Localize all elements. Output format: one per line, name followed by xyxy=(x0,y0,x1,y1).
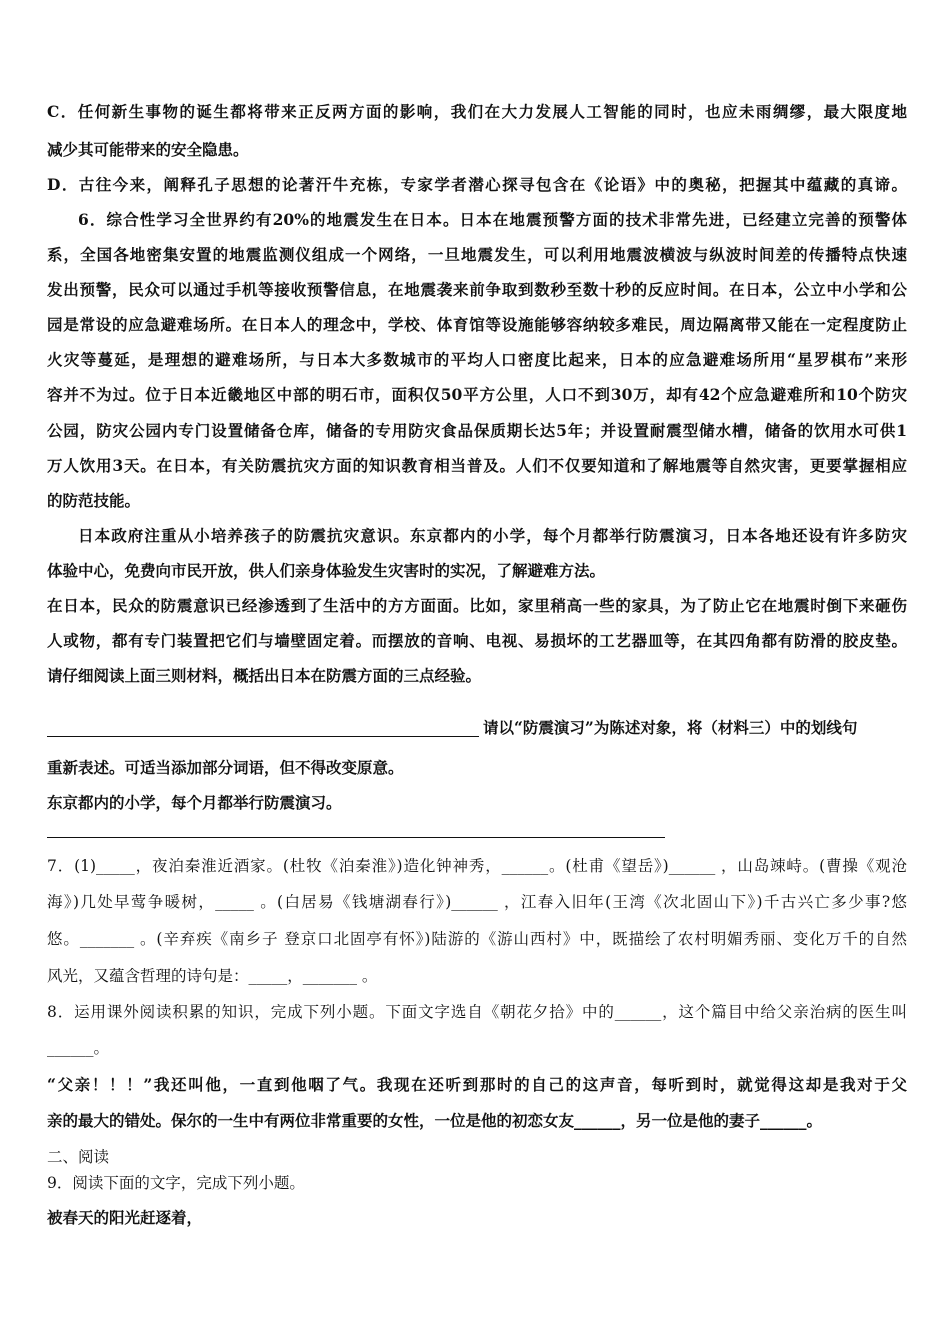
q6-para1-line2: 系，全国各地密集安置的地震监测仪组成一个网络，一旦地震发生，可以利用地震波横波与纵波时间差的传播特点快速 xyxy=(47,245,907,264)
option-c-line1: C．任何新生事物的诞生都将带来正反两方面的影响，我们在大力发展人工智能的同时，也应未雨绸缪，最大限度地 xyxy=(47,102,907,121)
q8-line2: ______。 xyxy=(47,1039,110,1057)
q6-para1-line5: 火灾等蔓延，是理想的避难场所，与日本大多数城市的平均人口密度比起来，日本的应急避难场所用“星罗棋布”来形 xyxy=(47,350,907,369)
answer-line-2[interactable] xyxy=(47,837,665,838)
q8-quote-line2: 亲的最大的错处。保尔的一生中有两位非常重要的女性，一位是他的初恋女友______，另一位是他的妻子______。 xyxy=(47,1111,823,1130)
q6-para2-line1: 日本政府注重从小培养孩子的防震抗灾意识。东京都内的小学，每个月都举行防震演习，日本各地还设有许多防灾 xyxy=(78,526,907,545)
q9-text-line1: 被春天的阳光赶逐着， xyxy=(47,1208,203,1227)
q7-line3: 悠。_______ 。(辛弃疾《南乡子 登京口北固亭有怀》)陆游的《游山西村》中，既描绘了农村明媚秀丽、变化万千的自然 xyxy=(47,930,907,948)
q7-line1: 7．(1)_____，夜泊秦淮近酒家。(杜牧《泊秦淮》)造化钟神秀，______。(杜甫《望岳》)______ ，山岛竦峙。(曹操《观沧 xyxy=(47,857,907,875)
q6-task1: 请仔细阅读上面三则材料，概括出日本在防震方面的三点经验。 xyxy=(47,666,482,685)
q6-para3-line2: 人或物，都有专门装置把它们与墙壁固定着。而摆放的音响、电视、易损坏的工艺器皿等，在其四角都有防滑的胶皮垫。 xyxy=(47,631,907,650)
q9-instruction: 9．阅读下面的文字，完成下列小题。 xyxy=(47,1174,305,1192)
q6-para1-line1: 6．综合性学习全世界约有20%的地震发生在日本。日本在地震预警方面的技术非常先进，已经建立完善的预警体 xyxy=(78,210,907,229)
q7-line4: 风光，又蕴含哲理的诗句是：_____，_______ 。 xyxy=(47,967,378,985)
q6-task2-line1: 请以“防震演习”为陈述对象，将（材料三）中的划线句 xyxy=(483,718,858,737)
q6-para1-line6: 容并不为过。位于日本近畿地区中部的明石市，面积仅50平方公里，人口不到30万，却有42个应急避难所和10个防灾 xyxy=(47,385,907,404)
q6-para2-line2: 体验中心，免费向市民开放，供人们亲身体验发生灾害时的实况，了解避难方法。 xyxy=(47,561,606,580)
q8-quote-line1: “父亲！！！”我还叫他，一直到他咽了气。我现在还听到那时的自己的这声音，每听到时，就觉得这却是我对于父 xyxy=(47,1075,907,1094)
q6-para1-line8: 万人饮用3天。在日本，有关防震抗灾方面的知识教育相当普及。人们不仅要知道和了解地震等自然灾害，更要掌握相应 xyxy=(47,456,907,475)
option-d-line: D．古往今来，阐释孔子思想的论著汗牛充栋，专家学者潜心探寻包含在《论语》中的奥秘，把握其中蕴藏的真谛。 xyxy=(47,175,907,194)
q6-para3-line1: 在日本，民众的防震意识已经渗透到了生活中的方方面面。比如，家里稍高一些的家具，为了防止它在地震时倒下来砸伤 xyxy=(47,596,907,615)
answer-line-1[interactable] xyxy=(47,736,479,737)
option-c-line2: 减少其可能带来的安全隐患。 xyxy=(47,140,249,159)
q8-line1: 8．运用课外阅读积累的知识，完成下列小题。下面文字选自《朝花夕拾》中的______，这个篇目中给父亲治病的医生叫 xyxy=(47,1003,907,1021)
q6-para1-line4: 园是常设的应急避难场所。在日本人的理念中，学校、体育馆等设施能够容纳较多难民，周边隔离带又能在一定程度防止 xyxy=(47,315,907,334)
q6-para1-line7: 公园，防灾公园内专门设置储备仓库，储备的专用防灾食品保质期长达5年；并设置耐震型储水槽，储备的饮用水可供1 xyxy=(47,421,907,440)
q6-para1-line3: 发出预警，民众可以通过手机等接收预警信息，在地震袭来前争取到数秒至数十秒的反应时间。在日本，公立中小学和公 xyxy=(47,280,907,299)
q6-example-sentence: 东京都内的小学，每个月都举行防震演习。 xyxy=(47,793,342,812)
q6-para1-line9: 的防范技能。 xyxy=(47,491,141,510)
section-heading-reading: 二、阅读 xyxy=(47,1148,110,1166)
q6-task2-line2: 重新表述。可适当添加部分词语，但不得改变原意。 xyxy=(47,758,404,777)
q7-line2: 海》)几处早莺争暖树，_____ 。(白居易《钱塘湖春行》)______ ，江春入旧年(王湾《次北固山下》)千古兴亡多少事?悠 xyxy=(47,893,907,911)
